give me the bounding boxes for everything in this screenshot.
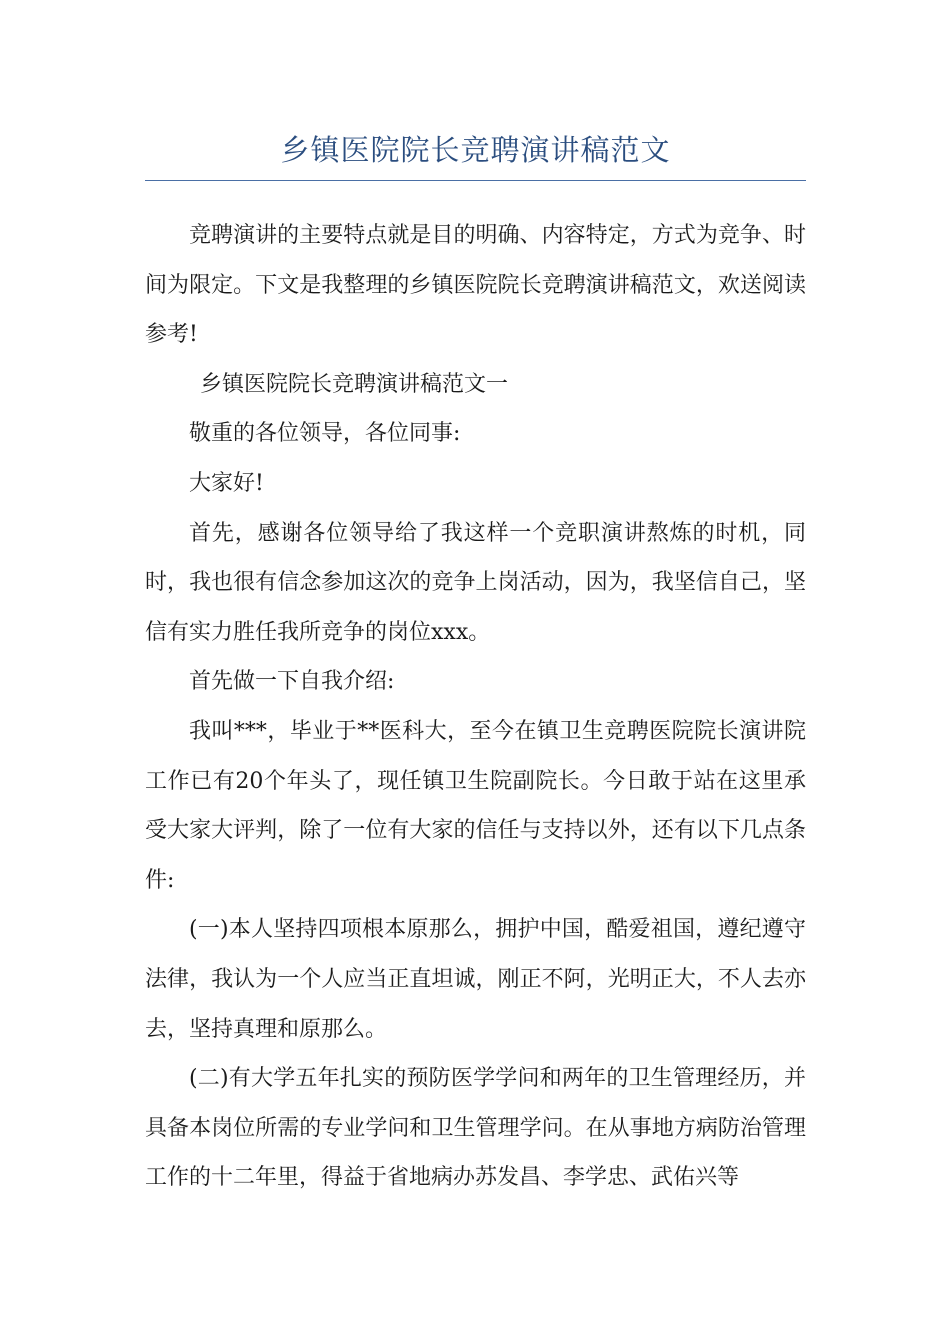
- title-underline: [145, 180, 806, 181]
- salutation: 敬重的各位领导，各位同事:: [189, 421, 461, 447]
- body-paragraph: (一)本人坚持四项根本原那么，拥护中国，酷爱祖国，遵纪遵守法律，我认为一个人应当正直坦诚，刚正不阿，光明正大，不人去亦去，坚持真理和原那么。: [145, 917, 806, 1042]
- body-paragraph: 我叫***，毕业于**医科大，至今在镇卫生竞聘医院院长演讲院工作已有20个年头了，现任镇卫生院副院长。今日敢于站在这里承受大家大评判，除了一位有大家的信任与支持以外，还有以下几点条件:: [145, 718, 806, 893]
- body-paragraph: (二)有大学五年扎实的预防医学学问和两年的卫生管理经历，并具备本岗位所需的专业学问和卫生管理学问。在从事地方病防治管理工作的十二年里，得益于省地病办苏发昌、李学忠、武佑兴等: [145, 1066, 806, 1191]
- body-paragraph: 首先做一下自我介绍:: [189, 669, 395, 695]
- document-body: [145, 211, 806, 1203]
- section-heading: 乡镇医院院长竞聘演讲稿范文一: [200, 371, 509, 397]
- document-title: 乡镇医院院长竞聘演讲稿范文: [280, 133, 671, 167]
- greeting: 大家好!: [189, 470, 264, 496]
- intro-paragraph: 竞聘演讲的主要特点就是目的明确、内容特定，方式为竞争、时间为限定。下文是我整理的乡镇医院院长竞聘演讲稿范文，欢送阅读参考!: [145, 223, 806, 348]
- body-paragraph: 首先，感谢各位领导给了我这样一个竞职演讲熬炼的时机，同时，我也很有信念参加这次的竞争上岗活动，因为，我坚信自己，坚信有实力胜任我所竞争的岗位xxx。: [145, 520, 806, 645]
